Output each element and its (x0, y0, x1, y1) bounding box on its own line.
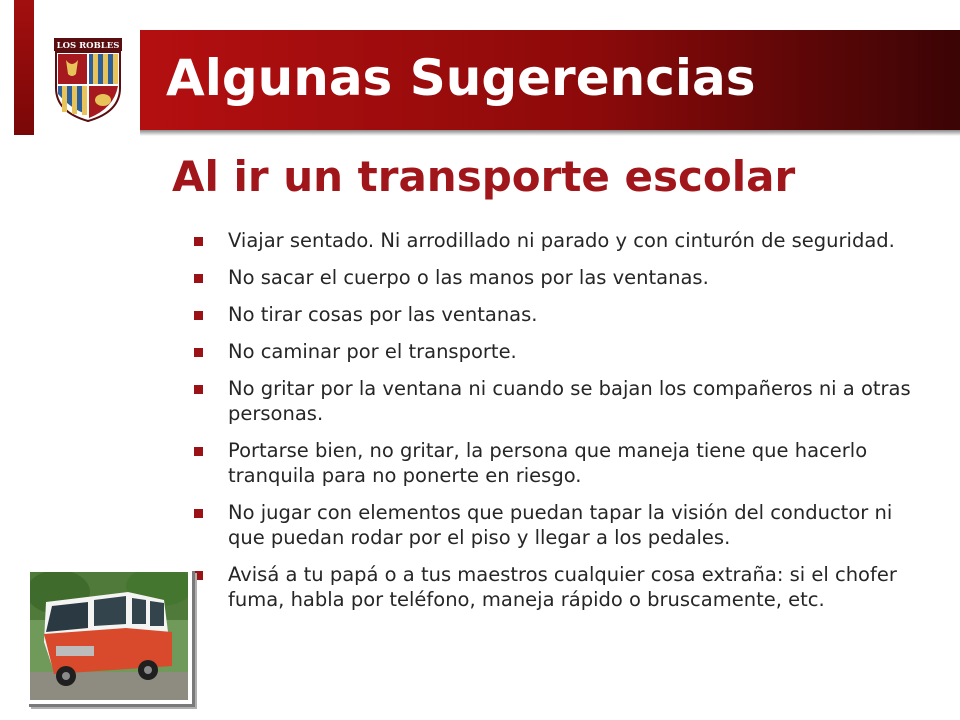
list-item: No sacar el cuerpo o las manos por las ventanas. (188, 265, 928, 290)
list-item: Avisá a tu papá o a tus maestros cualquier cosa extraña: si el chofer fuma, habla por teléfono, maneja rápido o bruscamente, etc. (188, 562, 928, 612)
school-van-photo (26, 568, 192, 704)
crest-text: LOS ROBLES (56, 41, 120, 51)
list-item: No jugar con elementos que puedan tapar la visión del conductor ni que puedan rodar por el piso y llegar a los pedales. (188, 500, 928, 550)
list-item: No tirar cosas por las ventanas. (188, 302, 928, 327)
left-accent-bar (14, 0, 34, 135)
list-item: Viajar sentado. Ni arrodillado ni parado y con cinturón de seguridad. (188, 228, 928, 253)
list-item: No caminar por el transporte. (188, 339, 928, 364)
suggestion-list (188, 228, 928, 612)
title-bar-shadow (140, 130, 960, 136)
school-crest-icon (54, 38, 122, 122)
list-item: Portarse bien, no gritar, la persona que maneja tiene que hacerlo tranquila para no ponerte en riesgo. (188, 438, 928, 488)
section-subtitle: Al ir un transporte escolar (172, 152, 796, 201)
list-item: No gritar por la ventana ni cuando se bajan los compañeros ni a otras personas. (188, 376, 928, 426)
page-title: Algunas Sugerencias (166, 49, 756, 107)
